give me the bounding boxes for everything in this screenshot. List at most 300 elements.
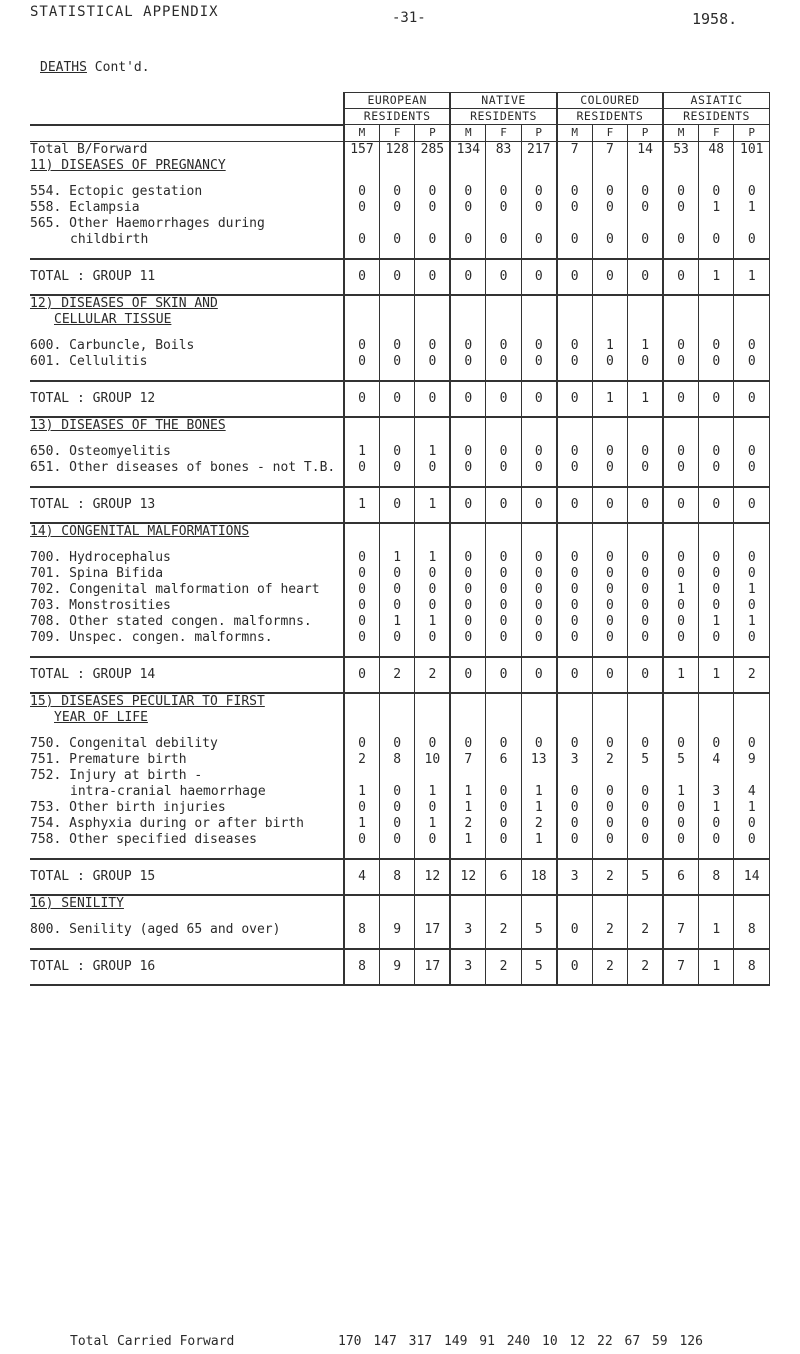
cell-value: 0 [557,582,592,598]
cell-value: 0 [415,184,450,200]
row-label: 703. Monstrosities [30,597,171,613]
section-title-cell [30,158,344,174]
row-label: 709. Unspec. congen. malformns. [30,629,273,645]
cell-value [344,216,379,232]
cell-value [663,912,698,922]
cell-value [379,417,414,434]
cell-value: 0 [379,184,414,200]
cell-value: 128 [379,141,414,158]
group-total-label: TOTAL : GROUP 13 [30,487,344,523]
cell-value: 1 [379,614,414,630]
cell-value [557,938,592,949]
cell-value [344,848,379,859]
cell-value: 0 [450,444,485,460]
cell-value [344,328,379,338]
cell-value: 0 [521,657,556,693]
cell-value: 0 [628,487,663,523]
cell-value: 0 [521,184,556,200]
cell-value: 0 [344,200,379,216]
cell-value [663,312,698,328]
cell-value: 1 [699,657,734,693]
cell-value [557,523,592,540]
cell-value: 0 [379,381,414,417]
cell-value [450,312,485,328]
cell-value [415,174,450,184]
cell-value: 0 [734,381,770,417]
cell-value: 0 [486,354,521,370]
cell-value: 1 [628,338,663,354]
cell-value [628,248,663,259]
cell-value: 0 [592,566,627,582]
cell-value: 0 [699,460,734,476]
cell-value [379,434,414,444]
cell-value [699,768,734,784]
cell-value: 5 [521,949,556,985]
cell-value [486,216,521,232]
cell-value [521,216,556,232]
cell-value: 0 [628,736,663,752]
cell-value: 0 [415,381,450,417]
cell-value: 0 [450,736,485,752]
cell-value [415,523,450,540]
cell-value [699,158,734,174]
cell-value: 0 [415,200,450,216]
cell-value: 1 [628,381,663,417]
cell-value: 0 [521,338,556,354]
cell-value: 0 [486,598,521,614]
cell-value [521,938,556,949]
cell-value: 2 [379,657,414,693]
cell-value [450,434,485,444]
cell-value [663,476,698,487]
cell-value [663,726,698,736]
cell-value: 0 [486,381,521,417]
cell-value [699,693,734,710]
footer-value: 126 [679,1334,703,1349]
column-sub-header: P [521,125,556,142]
cell-value [557,912,592,922]
cell-value: 14 [734,859,770,895]
cell-value [379,895,414,912]
cell-value: 0 [557,816,592,832]
cell-value: 0 [379,800,414,816]
cell-value: 1 [699,922,734,938]
cell-value [486,434,521,444]
cell-value: 1 [734,614,770,630]
column-sub-header: M [344,125,379,142]
cell-value [450,895,485,912]
cell-value [344,726,379,736]
cell-value [734,848,770,859]
section-title-cell [30,523,344,540]
cell-value [699,476,734,487]
column-residents-header: RESIDENTS [344,109,450,125]
section-title: 16) SENILITY [30,895,124,911]
cell-value [379,216,414,232]
cell-value [592,248,627,259]
cell-value: 0 [344,800,379,816]
cell-value: 0 [379,259,414,295]
cell-value: 0 [379,338,414,354]
footer-value: 91 [479,1334,495,1349]
cell-value: 8 [344,949,379,985]
cell-value: 0 [379,566,414,582]
cell-value: 0 [628,657,663,693]
cell-value: 0 [734,338,770,354]
cell-value: 0 [486,566,521,582]
cell-value [486,174,521,184]
cell-value [699,540,734,550]
cell-value [486,693,521,710]
cell-value [415,295,450,312]
cell-value [663,938,698,949]
cell-value [379,328,414,338]
cell-value [628,417,663,434]
column-sub-header: M [557,125,592,142]
section-title: 11) DISEASES OF PREGNANCY [30,157,226,173]
column-sub-header: P [734,125,770,142]
cell-value: 0 [699,232,734,248]
cell-value: 0 [663,598,698,614]
cell-value: 0 [415,736,450,752]
cell-value: 8 [379,859,414,895]
cell-value: 0 [628,444,663,460]
cell-value: 0 [699,832,734,848]
cell-value: 0 [557,784,592,800]
cell-value [734,476,770,487]
cell-value: 0 [450,381,485,417]
cell-value: 0 [557,184,592,200]
cell-value: 0 [486,338,521,354]
cell-value: 1 [699,949,734,985]
group-total-label: TOTAL : GROUP 11 [30,259,344,295]
cell-value: 0 [450,566,485,582]
cell-value: 0 [344,460,379,476]
cell-value [450,523,485,540]
cell-value: 9 [379,949,414,985]
column-sub-header: F [699,125,734,142]
cell-value [450,476,485,487]
cell-value: 0 [344,354,379,370]
cell-value: 1 [415,784,450,800]
cell-value: 1 [592,381,627,417]
cell-value: 0 [699,184,734,200]
cell-value: 0 [628,354,663,370]
cell-value: 0 [379,598,414,614]
cell-value: 0 [415,800,450,816]
cell-value [592,158,627,174]
cell-value: 8 [734,922,770,938]
cell-value [592,417,627,434]
carried-forward-values [338,1334,703,1349]
cell-value [344,248,379,259]
cell-value: 0 [450,259,485,295]
cell-value [521,848,556,859]
row-label: 758. Other specified diseases [30,831,257,847]
cell-value [521,726,556,736]
column-sub-header: F [592,125,627,142]
cell-value [592,312,627,328]
cell-value [486,328,521,338]
cell-value: 0 [344,259,379,295]
cell-value: 0 [557,444,592,460]
cell-value: 0 [663,259,698,295]
cell-value [592,693,627,710]
cell-value [734,158,770,174]
section-title-cell [30,417,344,434]
cell-value: 4 [734,784,770,800]
cell-value: 1 [521,784,556,800]
page-header-title: STATISTICAL APPENDIX [30,4,219,20]
cell-value [344,938,379,949]
subtitle-continued: Cont'd. [94,60,150,75]
cell-value: 0 [557,800,592,816]
cell-value [628,476,663,487]
cell-value [415,768,450,784]
cell-value [379,523,414,540]
cell-value [557,328,592,338]
cell-value [344,434,379,444]
cell-value: 2 [734,657,770,693]
cell-value [379,158,414,174]
cell-value [486,895,521,912]
cell-value [663,174,698,184]
cell-value: 134 [450,141,485,158]
cell-value [628,216,663,232]
cell-value: 0 [663,614,698,630]
cell-value [379,476,414,487]
cell-value [344,174,379,184]
cell-value [486,312,521,328]
cell-value: 1 [521,800,556,816]
row-label: 752. Injury at birth - [30,767,203,783]
cell-value: 0 [344,582,379,598]
cell-value: 1 [663,784,698,800]
cell-value [379,848,414,859]
cell-value: 0 [379,200,414,216]
cell-value [628,912,663,922]
cell-value: 0 [486,630,521,646]
cell-value [628,328,663,338]
row-label: 600. Carbuncle, Boils [30,337,195,353]
cell-value [415,710,450,726]
cell-value [628,295,663,312]
cell-value: 0 [415,598,450,614]
cell-value: 6 [663,859,698,895]
cell-value [521,540,556,550]
cell-value [628,158,663,174]
footer-value: 59 [651,1334,668,1349]
cell-value [628,370,663,381]
cell-value: 1 [699,614,734,630]
cell-value: 1 [734,259,770,295]
cell-value [699,646,734,657]
cell-value [557,158,592,174]
cell-value [592,895,627,912]
column-sub-header: M [450,125,485,142]
cell-value: 5 [521,922,556,938]
cell-value [379,693,414,710]
cell-value: 0 [486,832,521,848]
cell-value: 0 [592,736,627,752]
cell-value [628,938,663,949]
cell-value [521,912,556,922]
cell-value [592,768,627,784]
cell-value [415,693,450,710]
cell-value [344,523,379,540]
cell-value [379,912,414,922]
cell-value: 0 [557,232,592,248]
row-label: 751. Premature birth [30,751,187,767]
cell-value: 53 [663,141,698,158]
footer-value: 67 [624,1334,641,1349]
cell-value: 0 [557,598,592,614]
cell-value: 6 [486,859,521,895]
cell-value: 7 [663,922,698,938]
section-title: 14) CONGENITAL MALFORMATIONS [30,523,250,539]
cell-value: 0 [379,487,414,523]
cell-value [450,768,485,784]
cell-value: 0 [699,381,734,417]
cell-value: 157 [344,141,379,158]
cell-value: 0 [592,784,627,800]
cell-value [734,912,770,922]
cell-value [450,710,485,726]
cell-value: 0 [592,657,627,693]
cell-value: 0 [557,736,592,752]
row-label: 554. Ectopic gestation [30,183,203,199]
cell-value: 0 [557,949,592,985]
cell-value: 0 [557,566,592,582]
row-label: 651. Other diseases of bones - not T.B. [30,459,336,475]
cell-value: 1 [699,200,734,216]
cell-value [344,295,379,312]
cell-value [344,417,379,434]
cell-value: 0 [663,550,698,566]
cell-value [344,370,379,381]
cell-value [663,216,698,232]
cell-value: 0 [628,184,663,200]
cell-value: 1 [699,259,734,295]
cell-value [592,370,627,381]
cell-value: 0 [699,582,734,598]
subtitle-deaths: DEATHS [40,60,87,75]
cell-value: 0 [557,460,592,476]
cell-value [521,523,556,540]
cell-value: 0 [592,582,627,598]
cell-value: 0 [628,550,663,566]
cell-value: 1 [415,444,450,460]
cell-value [415,370,450,381]
cell-value [379,646,414,657]
cell-value [557,693,592,710]
cell-value: 0 [486,614,521,630]
cell-value [415,540,450,550]
cell-value: 0 [557,354,592,370]
cell-value: 0 [592,184,627,200]
cell-value [521,710,556,726]
cell-value [344,768,379,784]
cell-value: 2 [592,922,627,938]
column-group-header: NATIVE [450,93,556,109]
cell-value: 1 [450,800,485,816]
cell-value [450,938,485,949]
cell-value: 0 [379,736,414,752]
group-total-label: TOTAL : GROUP 12 [30,381,344,417]
cell-value: 0 [486,816,521,832]
cell-value: 0 [628,598,663,614]
cell-value [450,216,485,232]
cell-value: 0 [379,784,414,800]
cell-value [734,370,770,381]
cell-value [344,158,379,174]
cell-value [734,938,770,949]
cell-value [486,912,521,922]
cell-value [557,710,592,726]
row-label: 754. Asphyxia during or after birth [30,815,304,831]
cell-value: 0 [521,444,556,460]
cell-value [592,216,627,232]
cell-value: 0 [699,550,734,566]
cell-value [663,248,698,259]
cell-value: 0 [344,832,379,848]
cell-value: 1 [344,444,379,460]
cell-value: 0 [557,630,592,646]
cell-value: 0 [344,550,379,566]
cell-value: 0 [663,566,698,582]
cell-value [521,295,556,312]
cell-value: 0 [628,460,663,476]
cell-value [521,248,556,259]
cell-value [450,417,485,434]
cell-value [663,848,698,859]
cell-value: 0 [663,460,698,476]
cell-value: 0 [415,354,450,370]
cell-value: 0 [663,354,698,370]
cell-value: 48 [699,141,734,158]
cell-value [415,646,450,657]
cell-value: 0 [592,832,627,848]
cell-value [628,895,663,912]
cell-value: 0 [486,736,521,752]
cell-value: 0 [663,444,698,460]
cell-value [663,540,698,550]
cell-value: 0 [663,630,698,646]
cell-value [628,312,663,328]
cell-value [521,768,556,784]
cell-value: 0 [663,200,698,216]
cell-value: 0 [521,566,556,582]
section-title-cell [30,895,344,912]
cell-value [592,523,627,540]
cell-value [379,312,414,328]
cell-value [592,726,627,736]
cell-value [628,768,663,784]
cell-value: 0 [699,736,734,752]
cell-value: 0 [663,736,698,752]
cell-value: 0 [734,566,770,582]
cell-value: 1 [734,800,770,816]
cell-value [486,710,521,726]
group-total-label: TOTAL : GROUP 16 [30,949,344,985]
cell-value [344,312,379,328]
cell-value [592,434,627,444]
cell-value: 0 [344,614,379,630]
cell-value: 0 [379,816,414,832]
row-label: 565. Other Haemorrhages during [30,215,265,231]
cell-value [699,848,734,859]
cell-value: 8 [734,949,770,985]
